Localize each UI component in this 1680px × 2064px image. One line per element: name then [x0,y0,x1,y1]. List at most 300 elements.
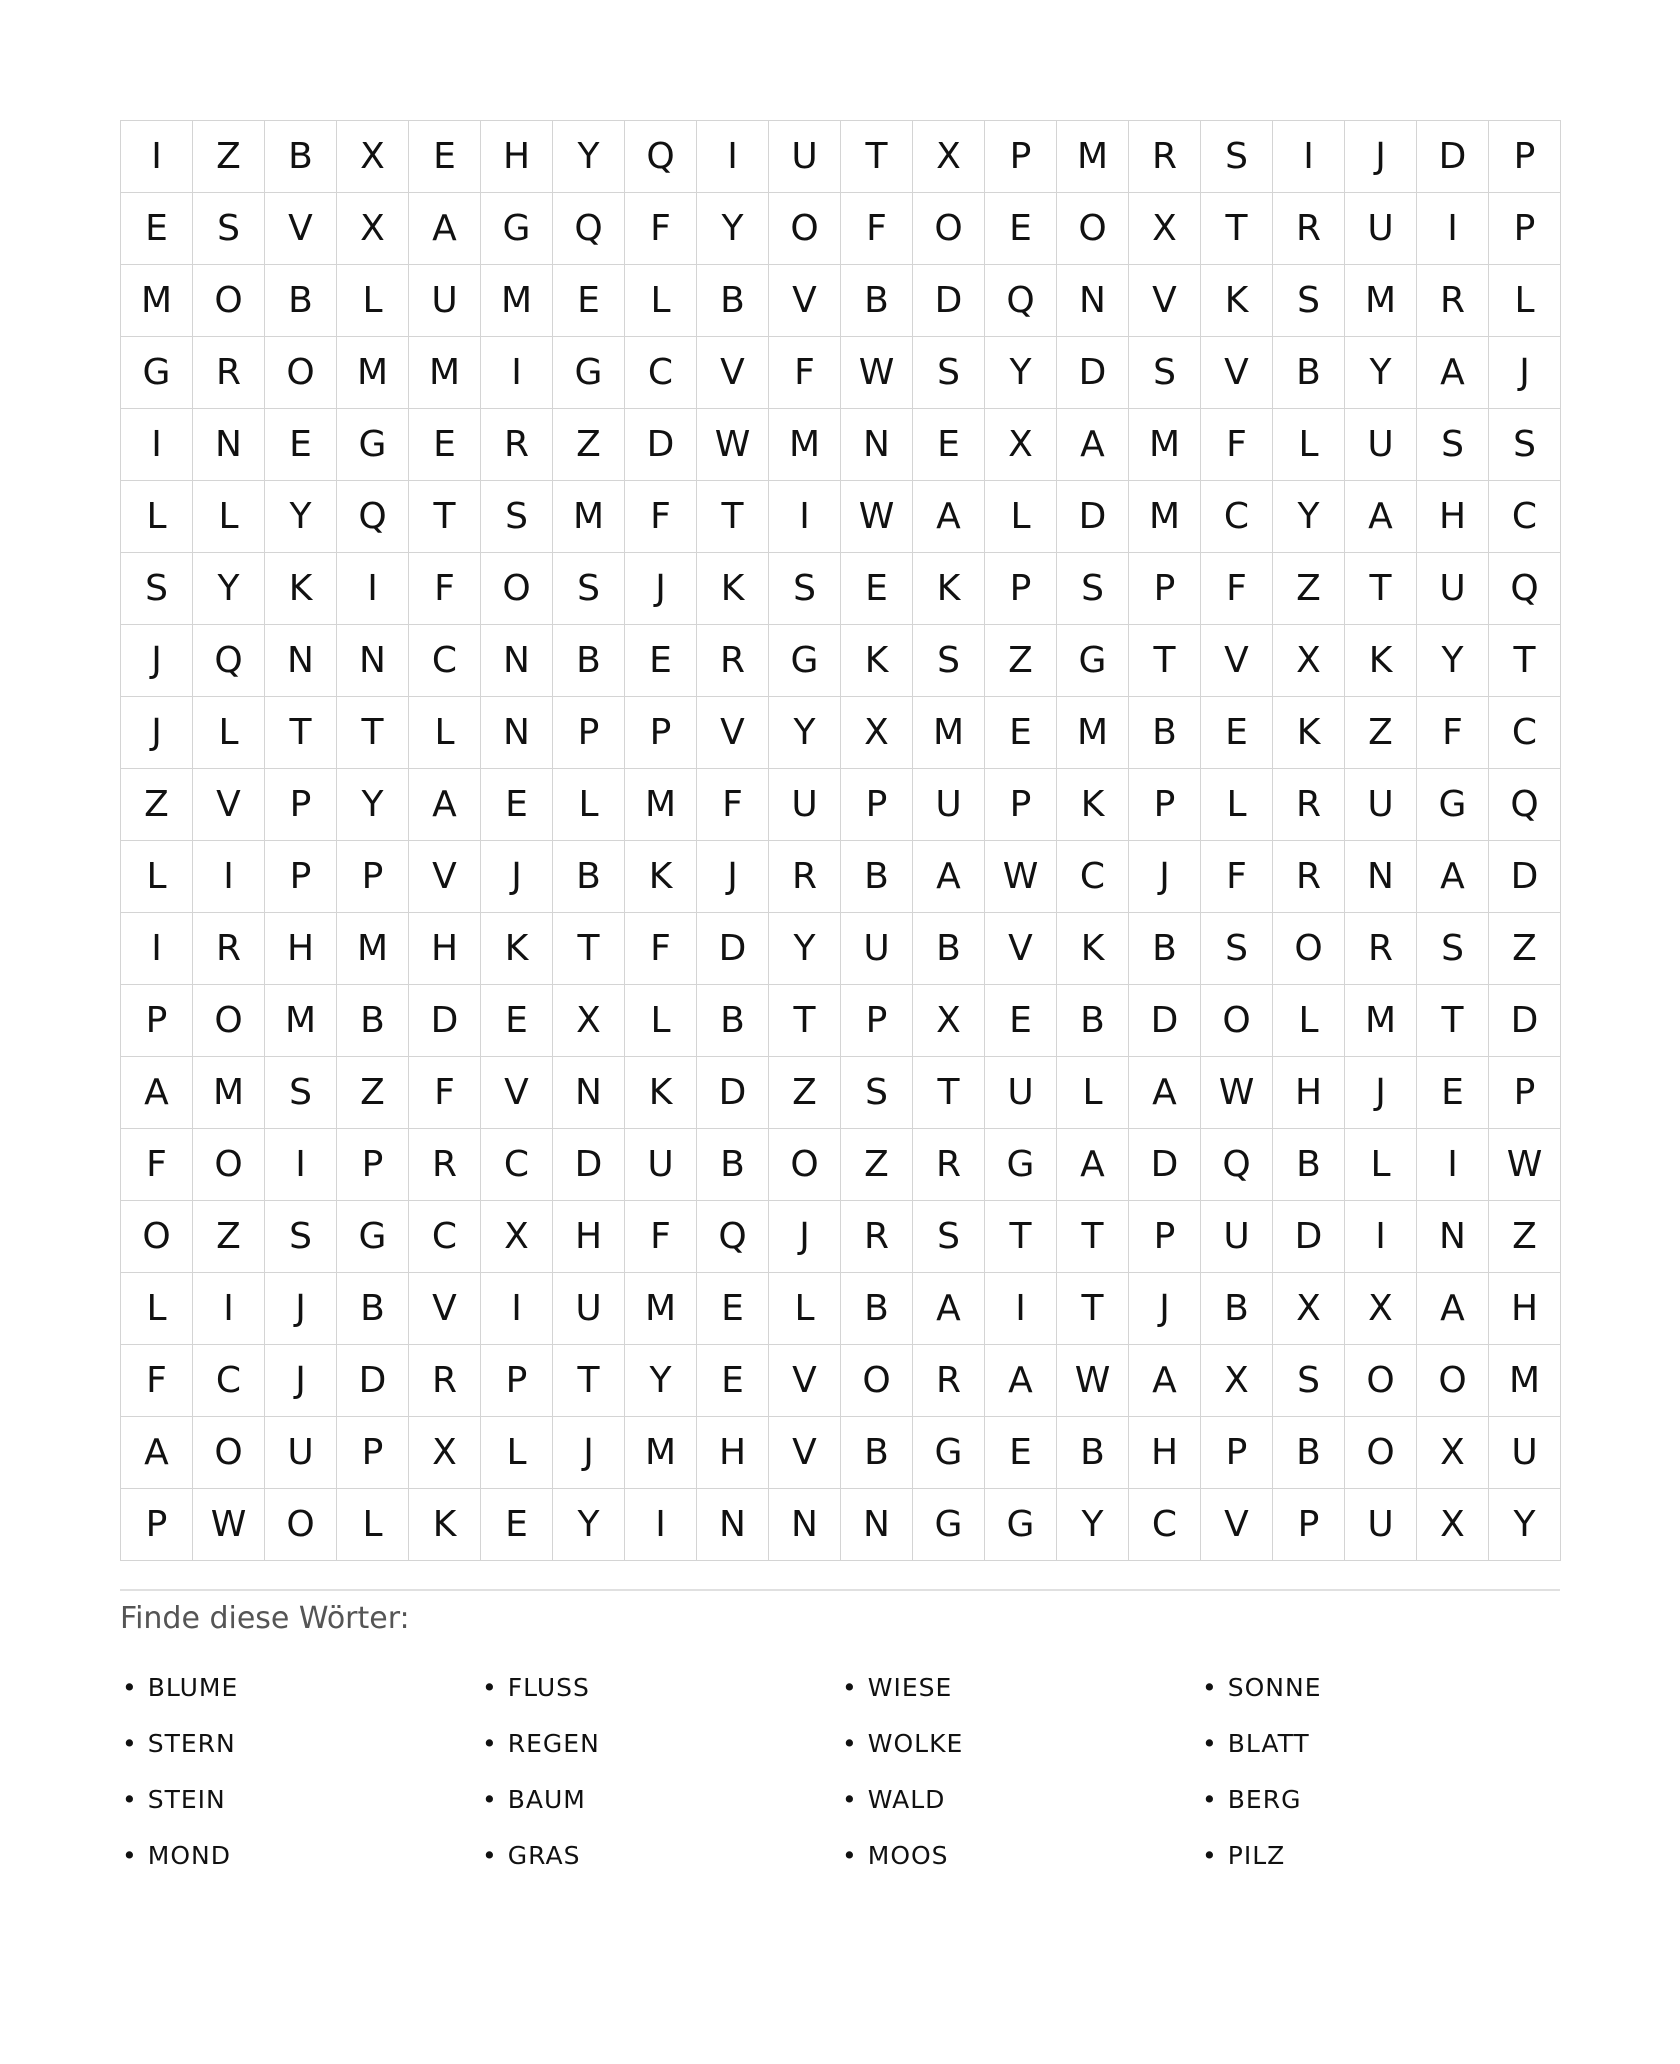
grid-cell[interactable]: P [121,985,193,1057]
grid-cell[interactable]: X [553,985,625,1057]
grid-cell[interactable]: M [1129,481,1201,553]
grid-cell[interactable]: V [409,841,481,913]
grid-cell[interactable]: Y [1273,481,1345,553]
grid-cell[interactable]: N [1057,265,1129,337]
grid-cell[interactable]: A [1417,1273,1489,1345]
grid-cell[interactable]: J [121,625,193,697]
grid-cell[interactable]: Y [769,913,841,985]
grid-cell[interactable]: O [193,985,265,1057]
grid-cell[interactable]: X [337,121,409,193]
grid-cell[interactable]: L [769,1273,841,1345]
grid-cell[interactable]: X [1273,625,1345,697]
grid-cell[interactable]: R [193,913,265,985]
grid-cell[interactable]: M [553,481,625,553]
grid-cell[interactable]: X [1345,1273,1417,1345]
grid-cell[interactable]: B [553,625,625,697]
grid-cell[interactable]: O [121,1201,193,1273]
grid-cell[interactable]: X [481,1201,553,1273]
grid-cell[interactable]: Y [337,769,409,841]
grid-cell[interactable]: Q [1489,769,1561,841]
grid-cell[interactable]: M [265,985,337,1057]
grid-cell[interactable]: W [841,481,913,553]
grid-cell[interactable]: Z [121,769,193,841]
grid-cell[interactable]: I [625,1489,697,1561]
grid-cell[interactable]: S [913,1201,985,1273]
grid-cell[interactable]: I [121,409,193,481]
grid-cell[interactable]: E [913,409,985,481]
grid-cell[interactable]: V [985,913,1057,985]
grid-cell[interactable]: Q [1201,1129,1273,1201]
grid-cell[interactable]: G [121,337,193,409]
grid-cell[interactable]: A [409,193,481,265]
grid-cell[interactable]: X [1417,1417,1489,1489]
grid-cell[interactable]: O [1057,193,1129,265]
grid-cell[interactable]: L [481,1417,553,1489]
grid-cell[interactable]: U [1201,1201,1273,1273]
grid-cell[interactable]: C [1489,481,1561,553]
grid-cell[interactable]: D [337,1345,409,1417]
grid-cell[interactable]: D [1129,1129,1201,1201]
grid-cell[interactable]: R [409,1129,481,1201]
grid-cell[interactable]: S [265,1201,337,1273]
grid-cell[interactable]: N [193,409,265,481]
grid-cell[interactable]: B [337,1273,409,1345]
grid-cell[interactable]: U [409,265,481,337]
grid-cell[interactable]: G [481,193,553,265]
grid-cell[interactable]: S [913,625,985,697]
grid-cell[interactable]: O [265,1489,337,1561]
grid-cell[interactable]: I [193,1273,265,1345]
grid-cell[interactable]: L [985,481,1057,553]
grid-cell[interactable]: B [1057,1417,1129,1489]
grid-cell[interactable]: P [625,697,697,769]
grid-cell[interactable]: S [913,337,985,409]
grid-cell[interactable]: L [337,265,409,337]
grid-cell[interactable]: V [769,1345,841,1417]
grid-cell[interactable]: X [913,985,985,1057]
grid-cell[interactable]: S [1129,337,1201,409]
grid-cell[interactable]: I [985,1273,1057,1345]
grid-cell[interactable]: F [121,1129,193,1201]
grid-cell[interactable]: C [481,1129,553,1201]
grid-cell[interactable]: Z [769,1057,841,1129]
grid-cell[interactable]: S [1057,553,1129,625]
grid-cell[interactable]: Y [769,697,841,769]
grid-cell[interactable]: S [1273,1345,1345,1417]
grid-cell[interactable]: M [193,1057,265,1129]
grid-cell[interactable]: L [1201,769,1273,841]
grid-cell[interactable]: G [1057,625,1129,697]
grid-cell[interactable]: R [913,1345,985,1417]
grid-cell[interactable]: D [1129,985,1201,1057]
grid-cell[interactable]: V [193,769,265,841]
grid-cell[interactable]: P [841,985,913,1057]
grid-cell[interactable]: B [841,1273,913,1345]
grid-cell[interactable]: V [697,697,769,769]
grid-cell[interactable]: N [481,625,553,697]
grid-cell[interactable]: P [1273,1489,1345,1561]
grid-cell[interactable]: W [985,841,1057,913]
grid-cell[interactable]: P [1489,121,1561,193]
grid-cell[interactable]: Z [193,121,265,193]
grid-cell[interactable]: Y [265,481,337,553]
grid-cell[interactable]: H [1129,1417,1201,1489]
grid-cell[interactable]: L [1273,409,1345,481]
grid-cell[interactable]: E [985,697,1057,769]
grid-cell[interactable]: E [985,193,1057,265]
grid-cell[interactable]: F [121,1345,193,1417]
grid-cell[interactable]: N [1417,1201,1489,1273]
grid-cell[interactable]: V [481,1057,553,1129]
grid-cell[interactable]: M [481,265,553,337]
grid-cell[interactable]: C [625,337,697,409]
grid-cell[interactable]: A [913,481,985,553]
grid-cell[interactable]: O [1345,1417,1417,1489]
grid-cell[interactable]: T [1201,193,1273,265]
grid-cell[interactable]: D [697,913,769,985]
grid-cell[interactable]: Y [1417,625,1489,697]
grid-cell[interactable]: O [841,1345,913,1417]
grid-cell[interactable]: S [553,553,625,625]
grid-cell[interactable]: Y [985,337,1057,409]
grid-cell[interactable]: L [1273,985,1345,1057]
grid-cell[interactable]: O [1345,1345,1417,1417]
grid-cell[interactable]: E [481,985,553,1057]
grid-cell[interactable]: P [985,553,1057,625]
grid-cell[interactable]: B [1057,985,1129,1057]
grid-cell[interactable]: G [769,625,841,697]
grid-cell[interactable]: F [625,481,697,553]
grid-cell[interactable]: B [841,265,913,337]
grid-cell[interactable]: U [1345,1489,1417,1561]
grid-cell[interactable]: W [1057,1345,1129,1417]
grid-cell[interactable]: U [553,1273,625,1345]
grid-cell[interactable]: W [1489,1129,1561,1201]
grid-cell[interactable]: M [625,1273,697,1345]
grid-cell[interactable]: A [1057,409,1129,481]
grid-cell[interactable]: B [1201,1273,1273,1345]
grid-cell[interactable]: L [553,769,625,841]
grid-cell[interactable]: X [1273,1273,1345,1345]
grid-cell[interactable]: G [1417,769,1489,841]
grid-cell[interactable]: F [769,337,841,409]
grid-cell[interactable]: F [409,1057,481,1129]
grid-cell[interactable]: L [193,697,265,769]
grid-cell[interactable]: T [913,1057,985,1129]
grid-cell[interactable]: D [625,409,697,481]
grid-cell[interactable]: J [1129,1273,1201,1345]
grid-cell[interactable]: D [913,265,985,337]
grid-cell[interactable]: O [913,193,985,265]
grid-cell[interactable]: W [841,337,913,409]
grid-cell[interactable]: N [841,1489,913,1561]
grid-cell[interactable]: T [553,913,625,985]
grid-cell[interactable]: I [121,121,193,193]
grid-cell[interactable]: R [1273,193,1345,265]
grid-cell[interactable]: D [409,985,481,1057]
grid-cell[interactable]: U [913,769,985,841]
grid-cell[interactable]: L [625,985,697,1057]
grid-cell[interactable]: G [337,1201,409,1273]
grid-cell[interactable]: X [409,1417,481,1489]
grid-cell[interactable]: M [625,769,697,841]
grid-cell[interactable]: A [1057,1129,1129,1201]
grid-cell[interactable]: E [481,1489,553,1561]
grid-cell[interactable]: C [1201,481,1273,553]
grid-cell[interactable]: C [1057,841,1129,913]
grid-cell[interactable]: J [769,1201,841,1273]
grid-cell[interactable]: P [1201,1417,1273,1489]
grid-cell[interactable]: Z [841,1129,913,1201]
grid-cell[interactable]: U [1417,553,1489,625]
grid-cell[interactable]: J [265,1345,337,1417]
grid-cell[interactable]: J [1489,337,1561,409]
grid-cell[interactable]: K [625,1057,697,1129]
grid-cell[interactable]: H [553,1201,625,1273]
grid-cell[interactable]: A [121,1417,193,1489]
grid-cell[interactable]: Q [553,193,625,265]
grid-cell[interactable]: E [121,193,193,265]
grid-cell[interactable]: Y [625,1345,697,1417]
grid-cell[interactable]: Q [697,1201,769,1273]
grid-cell[interactable]: D [1057,337,1129,409]
grid-cell[interactable]: T [1129,625,1201,697]
grid-cell[interactable]: R [193,337,265,409]
grid-cell[interactable]: Y [193,553,265,625]
grid-cell[interactable]: I [1273,121,1345,193]
grid-cell[interactable]: J [625,553,697,625]
grid-cell[interactable]: R [409,1345,481,1417]
grid-cell[interactable]: P [481,1345,553,1417]
grid-cell[interactable]: C [1129,1489,1201,1561]
grid-cell[interactable]: K [841,625,913,697]
grid-cell[interactable]: T [769,985,841,1057]
grid-cell[interactable]: I [481,337,553,409]
grid-cell[interactable]: X [841,697,913,769]
grid-cell[interactable]: E [265,409,337,481]
grid-cell[interactable]: H [481,121,553,193]
grid-cell[interactable]: D [697,1057,769,1129]
grid-cell[interactable]: M [337,913,409,985]
grid-cell[interactable]: D [1273,1201,1345,1273]
grid-cell[interactable]: J [553,1417,625,1489]
grid-cell[interactable]: Y [553,121,625,193]
grid-cell[interactable]: I [1417,193,1489,265]
grid-cell[interactable]: R [481,409,553,481]
grid-cell[interactable]: J [481,841,553,913]
grid-cell[interactable]: S [481,481,553,553]
grid-cell[interactable]: T [409,481,481,553]
grid-cell[interactable]: V [1129,265,1201,337]
grid-cell[interactable]: V [1201,625,1273,697]
grid-cell[interactable]: P [1489,193,1561,265]
grid-cell[interactable]: D [1417,121,1489,193]
grid-cell[interactable]: F [1201,553,1273,625]
grid-cell[interactable]: W [1201,1057,1273,1129]
grid-cell[interactable]: U [1345,193,1417,265]
grid-cell[interactable]: D [1489,841,1561,913]
grid-cell[interactable]: B [1129,697,1201,769]
grid-cell[interactable]: H [1273,1057,1345,1129]
grid-cell[interactable]: A [1345,481,1417,553]
grid-cell[interactable]: P [265,769,337,841]
grid-cell[interactable]: R [913,1129,985,1201]
grid-cell[interactable]: V [769,1417,841,1489]
grid-cell[interactable]: O [193,1417,265,1489]
grid-cell[interactable]: F [1201,841,1273,913]
grid-cell[interactable]: C [409,1201,481,1273]
grid-cell[interactable]: P [985,121,1057,193]
grid-cell[interactable]: L [121,1273,193,1345]
grid-cell[interactable]: F [697,769,769,841]
grid-cell[interactable]: X [1201,1345,1273,1417]
grid-cell[interactable]: Z [1273,553,1345,625]
grid-cell[interactable]: J [1345,121,1417,193]
grid-cell[interactable]: P [337,1129,409,1201]
grid-cell[interactable]: P [553,697,625,769]
grid-cell[interactable]: V [1201,337,1273,409]
grid-cell[interactable]: S [121,553,193,625]
grid-cell[interactable]: U [625,1129,697,1201]
grid-cell[interactable]: V [697,337,769,409]
grid-cell[interactable]: K [409,1489,481,1561]
grid-cell[interactable]: V [265,193,337,265]
grid-cell[interactable]: E [409,121,481,193]
grid-cell[interactable]: Z [553,409,625,481]
grid-cell[interactable]: T [337,697,409,769]
grid-cell[interactable]: S [841,1057,913,1129]
grid-cell[interactable]: Y [553,1489,625,1561]
grid-cell[interactable]: M [1345,985,1417,1057]
grid-cell[interactable]: A [409,769,481,841]
grid-cell[interactable]: R [1273,841,1345,913]
grid-cell[interactable]: A [985,1345,1057,1417]
grid-cell[interactable]: I [1417,1129,1489,1201]
grid-cell[interactable]: P [985,769,1057,841]
grid-cell[interactable]: B [553,841,625,913]
grid-cell[interactable]: A [121,1057,193,1129]
grid-cell[interactable]: L [1489,265,1561,337]
grid-cell[interactable]: P [1129,769,1201,841]
grid-cell[interactable]: A [1129,1345,1201,1417]
grid-cell[interactable]: M [1057,121,1129,193]
grid-cell[interactable]: E [1417,1057,1489,1129]
grid-cell[interactable]: I [481,1273,553,1345]
grid-cell[interactable]: T [1417,985,1489,1057]
grid-cell[interactable]: S [265,1057,337,1129]
grid-cell[interactable]: S [1201,121,1273,193]
grid-cell[interactable]: E [697,1273,769,1345]
grid-cell[interactable]: K [1057,913,1129,985]
grid-cell[interactable]: U [1345,769,1417,841]
grid-cell[interactable]: P [1129,553,1201,625]
grid-cell[interactable]: T [265,697,337,769]
grid-cell[interactable]: A [913,841,985,913]
grid-cell[interactable]: O [193,265,265,337]
grid-cell[interactable]: M [769,409,841,481]
grid-cell[interactable]: K [625,841,697,913]
grid-cell[interactable]: Q [1489,553,1561,625]
grid-cell[interactable]: Q [985,265,1057,337]
grid-cell[interactable]: M [1129,409,1201,481]
grid-cell[interactable]: O [481,553,553,625]
grid-cell[interactable]: H [697,1417,769,1489]
grid-cell[interactable]: P [337,841,409,913]
grid-cell[interactable]: R [769,841,841,913]
grid-cell[interactable]: L [121,841,193,913]
grid-cell[interactable]: R [841,1201,913,1273]
grid-cell[interactable]: I [337,553,409,625]
grid-cell[interactable]: G [985,1129,1057,1201]
grid-cell[interactable]: V [409,1273,481,1345]
grid-cell[interactable]: H [265,913,337,985]
grid-cell[interactable]: J [697,841,769,913]
grid-cell[interactable]: D [1057,481,1129,553]
grid-cell[interactable]: B [337,985,409,1057]
grid-cell[interactable]: I [193,841,265,913]
grid-cell[interactable]: S [1489,409,1561,481]
grid-cell[interactable]: V [769,265,841,337]
grid-cell[interactable]: M [121,265,193,337]
grid-cell[interactable]: P [1489,1057,1561,1129]
grid-cell[interactable]: E [1201,697,1273,769]
grid-cell[interactable]: K [265,553,337,625]
grid-cell[interactable]: B [841,1417,913,1489]
grid-cell[interactable]: Q [193,625,265,697]
grid-cell[interactable]: Z [985,625,1057,697]
grid-cell[interactable]: F [1417,697,1489,769]
grid-cell[interactable]: K [481,913,553,985]
grid-cell[interactable]: Z [337,1057,409,1129]
grid-cell[interactable]: S [1273,265,1345,337]
grid-cell[interactable]: Y [1345,337,1417,409]
grid-cell[interactable]: O [1273,913,1345,985]
grid-cell[interactable]: M [913,697,985,769]
grid-cell[interactable]: W [697,409,769,481]
grid-cell[interactable]: B [1273,337,1345,409]
grid-cell[interactable]: A [1417,337,1489,409]
grid-cell[interactable]: B [1273,1129,1345,1201]
grid-cell[interactable]: Y [1057,1489,1129,1561]
grid-cell[interactable]: E [841,553,913,625]
grid-cell[interactable]: M [337,337,409,409]
grid-cell[interactable]: X [1417,1489,1489,1561]
grid-cell[interactable]: O [193,1129,265,1201]
grid-cell[interactable]: B [913,913,985,985]
grid-cell[interactable]: B [1129,913,1201,985]
grid-cell[interactable]: F [409,553,481,625]
grid-cell[interactable]: H [1417,481,1489,553]
grid-cell[interactable]: B [265,265,337,337]
grid-cell[interactable]: B [265,121,337,193]
grid-cell[interactable]: L [337,1489,409,1561]
grid-cell[interactable]: S [769,553,841,625]
grid-cell[interactable]: N [769,1489,841,1561]
grid-cell[interactable]: T [1057,1273,1129,1345]
grid-cell[interactable]: Z [1489,1201,1561,1273]
grid-cell[interactable]: I [697,121,769,193]
grid-cell[interactable]: U [769,769,841,841]
grid-cell[interactable]: U [1489,1417,1561,1489]
grid-cell[interactable]: T [1057,1201,1129,1273]
grid-cell[interactable]: F [625,193,697,265]
grid-cell[interactable]: K [1273,697,1345,769]
grid-cell[interactable]: N [1345,841,1417,913]
grid-cell[interactable]: Q [625,121,697,193]
grid-cell[interactable]: F [625,1201,697,1273]
grid-cell[interactable]: O [769,1129,841,1201]
grid-cell[interactable]: P [337,1417,409,1489]
